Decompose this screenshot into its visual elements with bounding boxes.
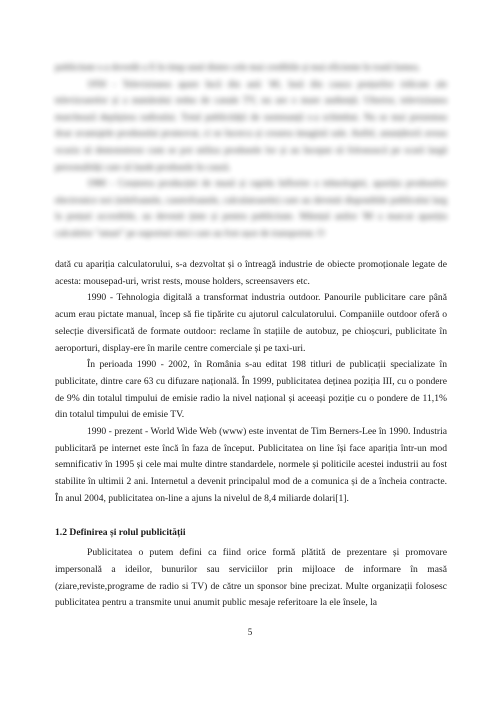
paragraph: dată cu apariția calculatorului, s-a dezvoltat și o întreagă industrie de obiecte promoționale legate de acesta: mousepad-uri, wrist rests, mouse holders, screensavers etc. bbox=[55, 259, 447, 287]
paragraph: În perioada 1990 - 2002, în România s-au editat 198 titluri de publicații specializate în publicitate, dintre care 63 cu difuzare națională. În 1999, publicitatea deținea poziția III, cu o pondere de 9% din totalul timpului de emisie radio la nivel național și aceeași poziție cu o pondere de 11,1% din totalul timpului de emisie TV. bbox=[55, 359, 447, 421]
paragraph: Publicitatea o putem defini ca fiind orice formă plătită de prezentare și promovare impersonală a ideilor, bunurilor sau serviciilor prin mijloace de informare în masă (ziare,reviste,programe de radio si TV) de către un sponsor bine precizat. Multe organizații folosesc publicitatea pentru a transmite unui anumit public mesaje referitoare la ele însele, la bbox=[55, 547, 447, 609]
paragraph: 1990 - prezent - World Wide Web (www) este inventat de Tim Berners-Lee în 1990. Industria publicitară pe internet este încă în faza de început. Publicitatea on line își face apariția într-un mod semnificativ în 1995 și cele mai multe dintre standardele, normele și politicile acestei industrii au fost stabilite în ultimii 2 ani. Internetul a devenit principalul mod de a comunica și de a încheia contracte. În anul 2004, publicitatea on-line a ajuns la nivelul de 8,4 miliarde dolari[1]. bbox=[55, 426, 447, 504]
page-number: 5 bbox=[247, 627, 253, 637]
blurred-paragraph: 1950 - Televiziunea apare încă din anii '40, însă din cauza prețurilor ridicate ale televizoarelor și a numărului redus de canale TV, nu are o mare audiență. Ulterior, televiziunea marchează depășirea radioului. Totul publicității de sustenanță s-a schimbat. Nu se mai prezentau doar avantajele produsului promovat, ci se încerca și crearea imaginii sale. Astfel, anunțătorii aveau ocazia să demonstreze cum se pot utiliza produsele lor și au început să folosească pe scară largă personalități care să laude produsele în cauză. bbox=[55, 78, 447, 173]
paragraph: 1990 - Tehnologia digitală a transformat industria outdoor. Panourile publicitare care până acum erau pictate manual, încep să fie tipărite cu ajutorul calculatorului. Companiile outdoor oferă o selecție diversificată de formate outdoor: reclame în stațiile de autobuz, pe chioșcuri, publicitate în aeroporturi, display-ere în marile centre comerciale și pe taxi-uri. bbox=[55, 292, 447, 354]
blurred-paragraph: publicitate s-a dovedit a fi în timp unul dintre cele mai credibile și mai eficiente în toată lumea. bbox=[55, 62, 420, 73]
section-heading: 1.2 Definirea și rolul publicității bbox=[55, 526, 186, 538]
body-text bbox=[55, 257, 447, 612]
blurred-paragraph: 1980 - Creșterea producției de masă și rapida înflorire a tehnologiei, apariția produselor electronice noi (telefoanele, casetofoanele, calculatoarele) care au devenit disponibile publicului larg la prețuri accesibile, au devenit ținte și pentru publicitate. Mărețul anilor '80 a marcat apariția calculelor "smart" pe suporturi mici care au fost ușor de transportat. O bbox=[55, 178, 447, 239]
blurred-text-block bbox=[55, 60, 447, 243]
